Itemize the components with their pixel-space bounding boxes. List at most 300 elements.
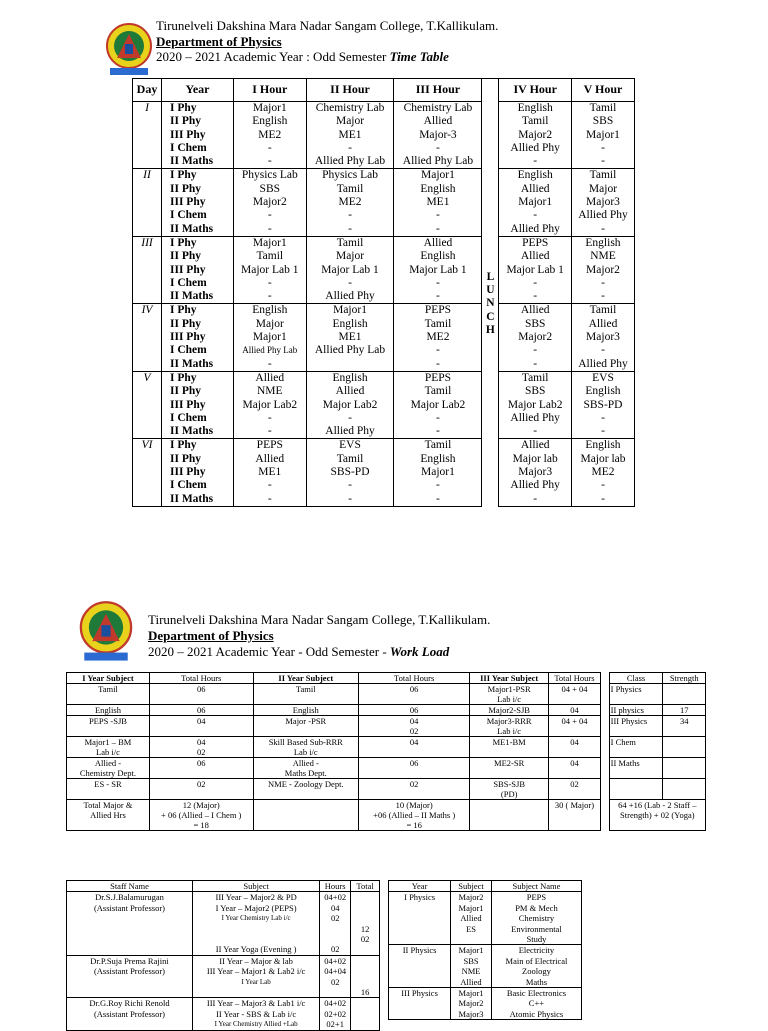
workload-line: II Maths [610, 758, 640, 768]
hour-cell-h2 [306, 102, 394, 169]
staff-row [67, 998, 380, 1030]
workload-total-line: Allied Hrs [90, 810, 126, 820]
workload-line: Chemistry Dept. [79, 768, 137, 778]
staff-header-hours: Hours [320, 881, 351, 892]
period-line: - [348, 222, 352, 235]
staff-header-subject: Subject [192, 881, 319, 892]
subjects-name-line: Electricity [518, 945, 555, 956]
subjects-year-line: I Physics [404, 892, 436, 903]
timetable [132, 78, 635, 507]
period-line: - [436, 276, 440, 289]
period-line: English [585, 439, 621, 452]
year-line: I Phy [170, 102, 197, 114]
subjects-code-line: Major2 [458, 892, 484, 903]
subjects-code-line: Major2 [458, 998, 484, 1009]
workload-line: Major1 – BM [84, 737, 132, 747]
workload-cell [609, 737, 663, 758]
period-line: Tamil [336, 182, 364, 195]
subjects-header-row [389, 881, 582, 892]
workload-line: (PD) [500, 789, 518, 799]
period-line: Allied Phy Lab [314, 155, 386, 168]
workload-total-line: Strength) + 02 (Yoga) [620, 810, 695, 820]
period-line: - [436, 492, 440, 505]
workload-line: English [292, 705, 319, 715]
period-line: Allied [423, 115, 453, 128]
workload-row [67, 684, 706, 705]
staff-total-line [352, 977, 378, 987]
period-line: - [533, 357, 538, 370]
staff-subject-line: III Year – Major1 & Lab2 i/c [206, 966, 306, 977]
workload-line: I Physics [610, 684, 642, 694]
subjects-row [389, 892, 582, 945]
wl-header-iii-hours: Total Hours [549, 673, 601, 684]
period-line: - [436, 344, 440, 357]
period-line: ME2 [591, 466, 615, 479]
workload-cell [549, 779, 601, 800]
period-line: English [252, 304, 288, 317]
workload-total-row [67, 800, 706, 831]
subjects-code-line: ES [466, 923, 476, 934]
hour-cell-h1 [234, 169, 307, 236]
timetable-day-row [133, 102, 635, 169]
period-line: - [601, 425, 605, 438]
year-line: I Chem [170, 141, 207, 154]
period-line: EVS [592, 371, 614, 384]
workload-line [664, 737, 704, 747]
workload-line: Lab i/c [497, 726, 522, 736]
workload-cell [663, 705, 706, 716]
workload-line: 04 [409, 737, 419, 747]
hour-cell-h1 [234, 102, 307, 169]
staff-subject [192, 998, 319, 1030]
subjects-name-line: Basic Electronics [506, 988, 567, 999]
hour-cell-h4 [499, 439, 572, 506]
workload-line: ES - SR [94, 779, 122, 789]
workload-total-line: 12 (Major) [182, 800, 220, 810]
workload-cell [253, 684, 359, 705]
workload-cell [67, 758, 150, 779]
period-line: Major1 [252, 331, 287, 344]
staff-name-line: Dr.G.Roy Richi Renold [89, 998, 170, 1009]
subjects-name-line: Atomic Physics [509, 1008, 564, 1019]
lunch-letter: H [485, 323, 495, 336]
period-line: Tamil [336, 236, 364, 249]
year-line: I Chem [170, 479, 207, 492]
period-line: English [517, 102, 553, 114]
day-label: VI [133, 439, 162, 506]
staff-total-line: 16 [360, 987, 370, 998]
staff-total-line [352, 998, 378, 1008]
staff-hours-line: 04+02 [324, 892, 347, 903]
hour-cell-h4 [499, 371, 572, 438]
subjects-code-line: SBS [463, 955, 479, 966]
workload-cell [663, 758, 706, 779]
period-line: Chemistry Lab [403, 102, 473, 114]
period-line: ME2 [338, 196, 362, 209]
day-label: IV [133, 304, 162, 371]
header-lunch-gap [482, 79, 499, 102]
workload-cell [663, 779, 706, 800]
timetable-day-row [133, 236, 635, 303]
subjects-name-line: Chemistry [518, 913, 555, 924]
period-line: Major-3 [419, 128, 457, 141]
period-line: - [601, 492, 605, 505]
subjects-code [451, 988, 492, 1020]
workload-line: NME - Zoology Dept. [268, 779, 344, 789]
workload-cell [609, 684, 663, 705]
workload-total-line: 64 +16 (Lab - 2 Staff – [618, 800, 697, 810]
timetable-heading [156, 49, 449, 64]
year-line: II Phy [170, 115, 201, 128]
workload-title: Work Load [389, 644, 450, 659]
year-line: III Phy [170, 331, 206, 344]
subjects-year-line: III Physics [401, 988, 438, 999]
period-line: English [420, 452, 456, 465]
period-line: - [436, 357, 440, 370]
staff-total [351, 892, 380, 955]
period-line: Major1 [421, 169, 455, 182]
day-label: V [133, 371, 162, 438]
workload-header-row [67, 673, 706, 684]
hour-cell-h5 [571, 371, 634, 438]
period-line: Tamil [521, 371, 549, 384]
workload-sep [600, 779, 609, 800]
workload-cell [549, 737, 601, 758]
period-line: English [517, 169, 553, 182]
staff-total-line [352, 892, 378, 902]
staff-header-total: Total [351, 881, 380, 892]
period-line: Tamil [424, 385, 452, 398]
hour-cell-h3 [394, 304, 482, 371]
workload-row [67, 737, 706, 758]
period-line: Allied [255, 371, 285, 384]
workload-cell [359, 758, 470, 779]
workload-total-line: + 06 (Allied – I Chem ) [161, 810, 242, 820]
period-line: Allied Phy [510, 222, 560, 235]
period-line: - [533, 290, 538, 303]
workload-total-cell [253, 800, 359, 831]
subjects-name-line: Environmental [511, 923, 562, 934]
subjects-code [451, 892, 492, 945]
workload-line: 02 [570, 779, 579, 789]
hour-cell-h5 [571, 169, 634, 236]
college-name-2: Tirunelveli Dakshina Mara Nadar Sangam College, T.Kallikulam. [148, 612, 491, 627]
workload-sep [600, 758, 609, 779]
workload-line: SBS-SJB [493, 779, 525, 789]
period-line: Allied [520, 439, 550, 452]
workload-line: English [94, 705, 121, 715]
workload-line: Tamil [295, 684, 316, 694]
workload-line [664, 758, 704, 768]
year-line: II Maths [170, 290, 214, 303]
workload-line: 17 [679, 705, 689, 715]
staff-total-line [352, 956, 378, 966]
subjects-name-line: Study [526, 934, 547, 945]
period-line: Major [335, 115, 365, 128]
workload-cell [470, 737, 549, 758]
staff-subject [192, 955, 319, 998]
period-line: - [601, 290, 605, 303]
hour-cell-h2 [306, 371, 394, 438]
hour-cell-h3 [394, 371, 482, 438]
workload-cell [67, 705, 150, 716]
staff-hours-line: 02 [330, 976, 340, 987]
workload-row [67, 705, 706, 716]
period-line: - [348, 141, 352, 154]
workload-line: 04 [570, 758, 579, 768]
year-line: I Chem [170, 411, 207, 424]
period-line: - [601, 155, 605, 168]
subjects-table [388, 880, 582, 1020]
workload-cell [663, 737, 706, 758]
workload-cell [609, 758, 663, 779]
workload-cell [359, 716, 470, 737]
workload-sep [600, 716, 609, 737]
year-line: II Maths [170, 357, 214, 370]
workload-line: Allied - [292, 758, 319, 768]
subjects-name-line: PEPS [526, 892, 547, 903]
staff-subject-line: I Year Chemistry Allied +Lab [214, 1020, 298, 1029]
subjects-year [389, 988, 451, 1020]
workload-cell [549, 684, 601, 705]
period-line: English [332, 371, 368, 384]
year-line: III Phy [170, 196, 206, 209]
header-hour-1: I Hour [234, 79, 307, 102]
period-line: ME1 [338, 331, 362, 344]
year-line: II Maths [170, 425, 214, 438]
staff-hours [320, 892, 351, 955]
period-line: - [533, 276, 538, 289]
year-line: III Phy [170, 466, 206, 479]
workload-line: 06 [409, 684, 419, 694]
workload-cell [359, 705, 470, 716]
staff-hours-line [321, 924, 349, 934]
period-line: - [436, 209, 440, 222]
period-line: - [267, 479, 272, 492]
workload-line: Lab i/c [497, 694, 522, 704]
workload-cell [67, 779, 150, 800]
subjects-code-line: Allied [460, 913, 482, 924]
wl-header-i-subject: I Year Subject [67, 673, 150, 684]
period-line: SBS [524, 385, 546, 398]
period-line: Allied [423, 236, 453, 249]
subjects-name [491, 945, 581, 988]
header-day: Day [133, 79, 162, 102]
subjects-code-line: NME [461, 966, 481, 977]
workload-line [611, 779, 662, 789]
period-line: - [601, 222, 605, 235]
hour-cell-h2 [306, 236, 394, 303]
period-line: Physics Lab [241, 169, 298, 182]
workload-cell [470, 716, 549, 737]
day-label: II [133, 169, 162, 236]
period-line: Major1 [421, 466, 455, 479]
period-line: Major Lab 1 [506, 263, 564, 276]
hour-cell-h4 [499, 236, 572, 303]
wl-header-strength: Strength [663, 673, 706, 684]
header-year: Year [162, 79, 234, 102]
workload-line: 04 + 04 [561, 716, 588, 726]
wl-header-sep [600, 673, 609, 684]
period-line: Allied Phy Lab [402, 155, 474, 168]
staff-name-line: (Assistant Professor) [93, 902, 166, 913]
period-line: Tamil [589, 169, 617, 182]
staff-total [351, 998, 380, 1030]
workload-line: 04 [196, 737, 206, 747]
period-line: - [601, 411, 605, 424]
subjects-row [389, 945, 582, 988]
workload-line: III Physics [610, 716, 648, 726]
period-line: - [348, 479, 352, 492]
workload-line: 04 [570, 705, 579, 715]
staff-subject-line: III Year – Major3 & Lab1 i/c [206, 998, 306, 1009]
period-line: Major1 [333, 304, 367, 317]
subjects-code [451, 945, 492, 988]
lunch-letter: L [486, 270, 495, 283]
subjects-row [389, 988, 582, 1020]
subjects-header-subject: Subject [451, 881, 492, 892]
period-line: Major1 [252, 236, 287, 249]
wl-header-ii-hours: Total Hours [359, 673, 470, 684]
workload-cell [470, 705, 549, 716]
period-line: ME2 [258, 128, 282, 141]
staff-name-line: (Assistant Professor) [93, 966, 166, 977]
wl-header-iii-subject: III Year Subject [470, 673, 549, 684]
year-line: I Phy [170, 439, 197, 452]
workload-sep [600, 800, 609, 831]
period-line: PEPS [522, 236, 549, 249]
subjects-name-line: Maths [525, 976, 548, 987]
workload-cell [609, 705, 663, 716]
workload-line: 06 [409, 758, 419, 768]
year-list [162, 102, 234, 169]
period-line [308, 358, 393, 371]
period-line: - [267, 492, 272, 505]
period-line: ME1 [258, 466, 282, 479]
period-line: - [436, 222, 440, 235]
period-line: - [601, 141, 605, 154]
year-line: II Maths [170, 155, 214, 168]
hour-cell-h5 [571, 236, 634, 303]
period-line: - [601, 276, 605, 289]
year-line: II Phy [170, 250, 201, 263]
workload-line: 06 [409, 705, 419, 715]
staff-subject [192, 892, 319, 955]
wl-header-i-hours: Total Hours [149, 673, 253, 684]
timetable-day-row [133, 169, 635, 236]
period-line: EVS [339, 439, 361, 452]
hour-cell-h3 [394, 439, 482, 506]
subjects-code-line: Major1 [458, 988, 484, 999]
period-line: - [348, 411, 352, 424]
workload-cell [253, 758, 359, 779]
staff-hours-line: 04+02 [324, 955, 347, 966]
staff-name-line: (Assistant Professor) [93, 1008, 166, 1019]
workload-line: 02 [409, 779, 419, 789]
period-line: Major [588, 182, 618, 195]
period-line: - [267, 425, 272, 438]
staff-hours-line: 04+04 [324, 966, 347, 977]
year-line: II Phy [170, 385, 201, 398]
workload-line [664, 684, 704, 694]
period-line: Major1 [586, 128, 620, 141]
workload-line: 02 [409, 726, 419, 736]
staff-hours-line: 04 [330, 902, 340, 913]
year-line: II Phy [170, 182, 201, 195]
subjects-code-line: Major3 [458, 1008, 484, 1019]
workload-sep [600, 705, 609, 716]
hour-cell-h4 [499, 304, 572, 371]
period-line: - [348, 209, 352, 222]
workload-cell [67, 737, 150, 758]
period-line: - [436, 411, 440, 424]
workload-total-cell [359, 800, 470, 831]
staff-total-line: 12 [360, 923, 370, 934]
period-line: SBS-PD [583, 398, 623, 411]
subjects-name [491, 892, 581, 945]
year-line: I Chem [170, 344, 207, 357]
period-line: Major1 [518, 196, 553, 209]
hour-cell-h3 [394, 236, 482, 303]
year-list [162, 236, 234, 303]
workload-line: ME1-BM [492, 737, 526, 747]
staff-hours-line: 04+02 [324, 998, 347, 1009]
period-line: PEPS [424, 304, 452, 317]
year-line: I Chem [170, 209, 207, 222]
period-line: - [267, 222, 272, 235]
workload-total-line: = 18 [193, 820, 209, 830]
period-line: SBS-PD [330, 466, 370, 479]
hour-cell-h1 [234, 439, 307, 506]
year-line: II Phy [170, 317, 201, 330]
workload-cell [149, 716, 253, 737]
workload-row [67, 716, 706, 737]
period-line: - [533, 344, 538, 357]
period-line: Tamil [521, 115, 549, 128]
period-line: Allied Phy [578, 357, 628, 370]
staff-name-line: Dr.S.J.Balamurugan [95, 892, 164, 903]
staff-total-line [352, 966, 378, 976]
workload-cell [149, 737, 253, 758]
subjects-code-line: Major1 [458, 902, 484, 913]
workload-cell [253, 737, 359, 758]
timetable-title: Time Table [389, 49, 449, 64]
hour-cell-h5 [571, 102, 634, 169]
workload-cell [253, 705, 359, 716]
workload-line: Tamil [98, 684, 118, 694]
staff-subject-line: I Year Chemistry Lab i/c [221, 914, 291, 923]
period-line: Allied Phy [510, 411, 560, 424]
staff-subject-line: II Year – Major & lab [219, 955, 293, 966]
period-line: Allied Phy [510, 141, 560, 154]
hour-cell-h4 [499, 169, 572, 236]
workload-total-line: 10 (Major) [395, 800, 433, 810]
timetable-day-row [133, 439, 635, 506]
workload-line: I Chem [610, 737, 636, 747]
workload-cell [359, 737, 470, 758]
year-line: I Phy [170, 304, 197, 317]
period-line: - [436, 290, 440, 303]
subjects-name [491, 988, 581, 1020]
header-hour-2: II Hour [306, 79, 394, 102]
period-line: - [267, 141, 272, 154]
workload-total-line: Total Major & [83, 800, 133, 810]
workload-line: 04 + 04 [561, 684, 588, 694]
workload-line: Major -PSR [285, 716, 327, 726]
period-line: ME1 [338, 128, 362, 141]
year-line: III Phy [170, 263, 206, 276]
staff-table [66, 880, 380, 1031]
